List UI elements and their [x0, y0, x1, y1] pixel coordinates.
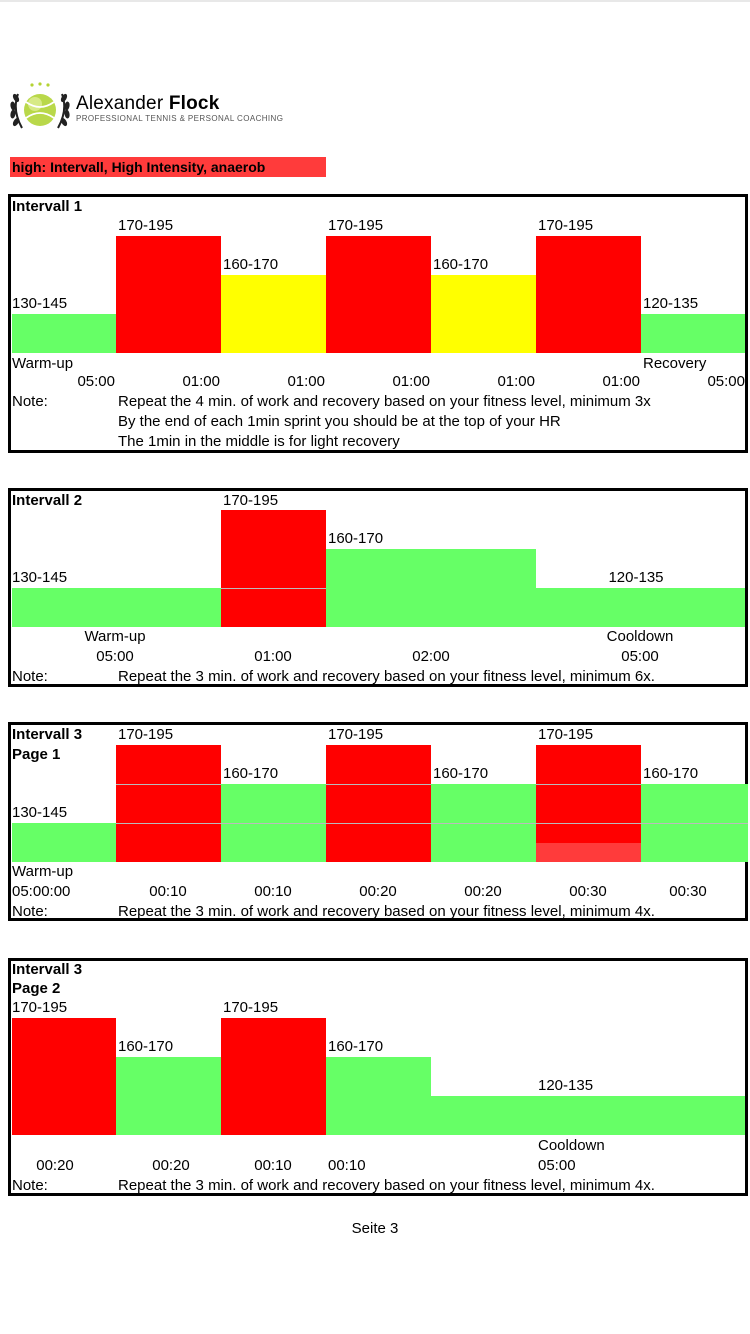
zone-label: 130-145: [12, 569, 68, 586]
time-label: 01:00: [602, 373, 640, 390]
zone-label: 130-145: [12, 804, 68, 821]
phase-label-warmup: Warm-up: [12, 863, 74, 880]
time-label: 00:10: [254, 883, 292, 900]
time-label: 05:00: [707, 373, 745, 390]
panel-title: Intervall 3: [12, 961, 83, 978]
zone-label: 160-170: [118, 1038, 174, 1055]
time-label: 05:00: [621, 648, 659, 665]
note-label: Note:: [12, 393, 48, 410]
time-label: 05:00:00: [12, 883, 71, 900]
panel-title: Intervall 1: [12, 198, 83, 215]
time-label: 00:10: [149, 883, 187, 900]
grid-line: [221, 588, 326, 589]
brand-logo: [10, 82, 310, 138]
zone-bar-rest: [326, 549, 536, 627]
zone-label: 170-195: [328, 726, 384, 743]
time-label: 05:00: [77, 373, 115, 390]
zone-bar-rest-2: [431, 275, 536, 353]
note-text: Repeat the 3 min. of work and recovery based on your fitness level, minimum 6x.: [118, 668, 655, 685]
panel-subtitle: Page 2: [12, 980, 61, 997]
zone-bar-sprint-2: [326, 236, 431, 353]
phase-label-cooldown: Cooldown: [538, 1137, 605, 1154]
intervall-1-panel: [8, 194, 748, 453]
zone-bar-sprint: [221, 510, 326, 627]
zone-bar-rest-1: [116, 1057, 221, 1135]
time-label: 01:00: [287, 373, 325, 390]
zone-label: 160-170: [328, 1038, 384, 1055]
time-label: 01:00: [392, 373, 430, 390]
note-label: Note:: [12, 668, 48, 685]
zone-bar-sprint-1: [116, 236, 221, 353]
time-label: 00:30: [569, 883, 607, 900]
zone-label: 130-145: [12, 295, 68, 312]
zone-bar-warmup: [12, 314, 116, 353]
zone-bar-sprint-1: [12, 1018, 116, 1135]
panel-subtitle: Page 1: [12, 746, 61, 763]
time-label: 00:20: [152, 1157, 190, 1174]
zone-label: 120-135: [538, 1077, 594, 1094]
intensity-banner: high: Intervall, High Intensity, anaerob: [10, 157, 326, 177]
time-label: 05:00: [96, 648, 134, 665]
zone-bar-rest-1: [221, 275, 326, 353]
laurel-tennis-ball-icon: [10, 82, 70, 138]
zone-bar-warmup: [12, 823, 116, 862]
zone-label: 170-195: [223, 999, 279, 1016]
time-label: 00:20: [464, 883, 502, 900]
time-label: 02:00: [412, 648, 450, 665]
zone-label: 170-195: [118, 217, 174, 234]
grid-line: [326, 784, 431, 785]
phase-label-cooldown: Cooldown: [606, 628, 674, 645]
zone-bar-sprint-2: [326, 745, 431, 862]
note-label: Note:: [12, 903, 48, 920]
zone-label: 160-170: [223, 256, 279, 273]
zone-bar-sprint-3: [536, 745, 641, 843]
phase-label-warmup: Warm-up: [84, 628, 146, 645]
zone-bar-warmup: [12, 588, 221, 627]
time-label: 01:00: [497, 373, 535, 390]
time-label: 00:10: [328, 1157, 366, 1174]
zone-label: 170-195: [538, 217, 594, 234]
time-label: 00:20: [359, 883, 397, 900]
note-text: The 1min in the middle is for light recovery: [118, 433, 400, 450]
zone-label: 160-170: [328, 530, 384, 547]
time-label: 05:00: [538, 1157, 576, 1174]
zone-label: 170-195: [118, 726, 174, 743]
note-text: Repeat the 4 min. of work and recovery based on your fitness level, minimum 3x: [118, 393, 651, 410]
note-text: Repeat the 3 min. of work and recovery based on your fitness level, minimum 4x.: [118, 1177, 655, 1194]
zone-label: 170-195: [538, 726, 594, 743]
zone-label: 160-170: [433, 256, 489, 273]
zone-label: 120-135: [608, 569, 664, 586]
time-label: 01:00: [182, 373, 220, 390]
note-text: By the end of each 1min sprint you should be at the top of your HR: [118, 413, 561, 430]
time-label: 00:30: [669, 883, 707, 900]
time-label: 00:20: [36, 1157, 74, 1174]
grid-line: [116, 784, 221, 785]
panel-title: Intervall 3: [12, 726, 83, 743]
zone-bar-sprint-3-bottom: [536, 843, 641, 862]
zone-bar-recovery: [641, 314, 745, 353]
zone-label: 160-170: [223, 765, 279, 782]
zone-bar-rest-2: [326, 1057, 431, 1135]
zone-bar-cooldown: [536, 588, 745, 627]
zone-bar-cooldown: [431, 1096, 745, 1135]
note-label: Note:: [12, 1177, 48, 1194]
top-divider: [0, 0, 750, 2]
time-label: 01:00: [254, 648, 292, 665]
zone-label: 160-170: [643, 765, 699, 782]
panel-title: Intervall 2: [12, 492, 83, 509]
zone-bar-sprint-1: [116, 745, 221, 862]
grid-line: [536, 784, 641, 785]
intervall-3-page-2-panel: [8, 958, 748, 1196]
page-number: Seite 3: [351, 1220, 399, 1237]
intervall-2-panel: [8, 488, 748, 687]
brand-tagline: PROFESSIONAL TENNIS & PERSONAL COACHING: [76, 114, 284, 123]
brand-name: Alexander Flock: [76, 93, 220, 114]
time-label: 00:10: [254, 1157, 292, 1174]
zone-label: 170-195: [328, 217, 384, 234]
note-text: Repeat the 3 min. of work and recovery based on your fitness level, minimum 4x.: [118, 903, 655, 920]
phase-label-warmup: Warm-up: [12, 355, 74, 372]
zone-label: 170-195: [12, 999, 68, 1016]
zone-label: 170-195: [223, 492, 279, 509]
phase-label-recovery: Recovery: [643, 355, 707, 372]
zone-bar-sprint-2: [221, 1018, 326, 1135]
zone-label: 120-135: [643, 295, 699, 312]
zone-label: 160-170: [433, 765, 489, 782]
grid-line: [116, 823, 748, 824]
zone-bar-sprint-3: [536, 236, 641, 353]
intervall-3-page-1-panel: [8, 722, 748, 921]
